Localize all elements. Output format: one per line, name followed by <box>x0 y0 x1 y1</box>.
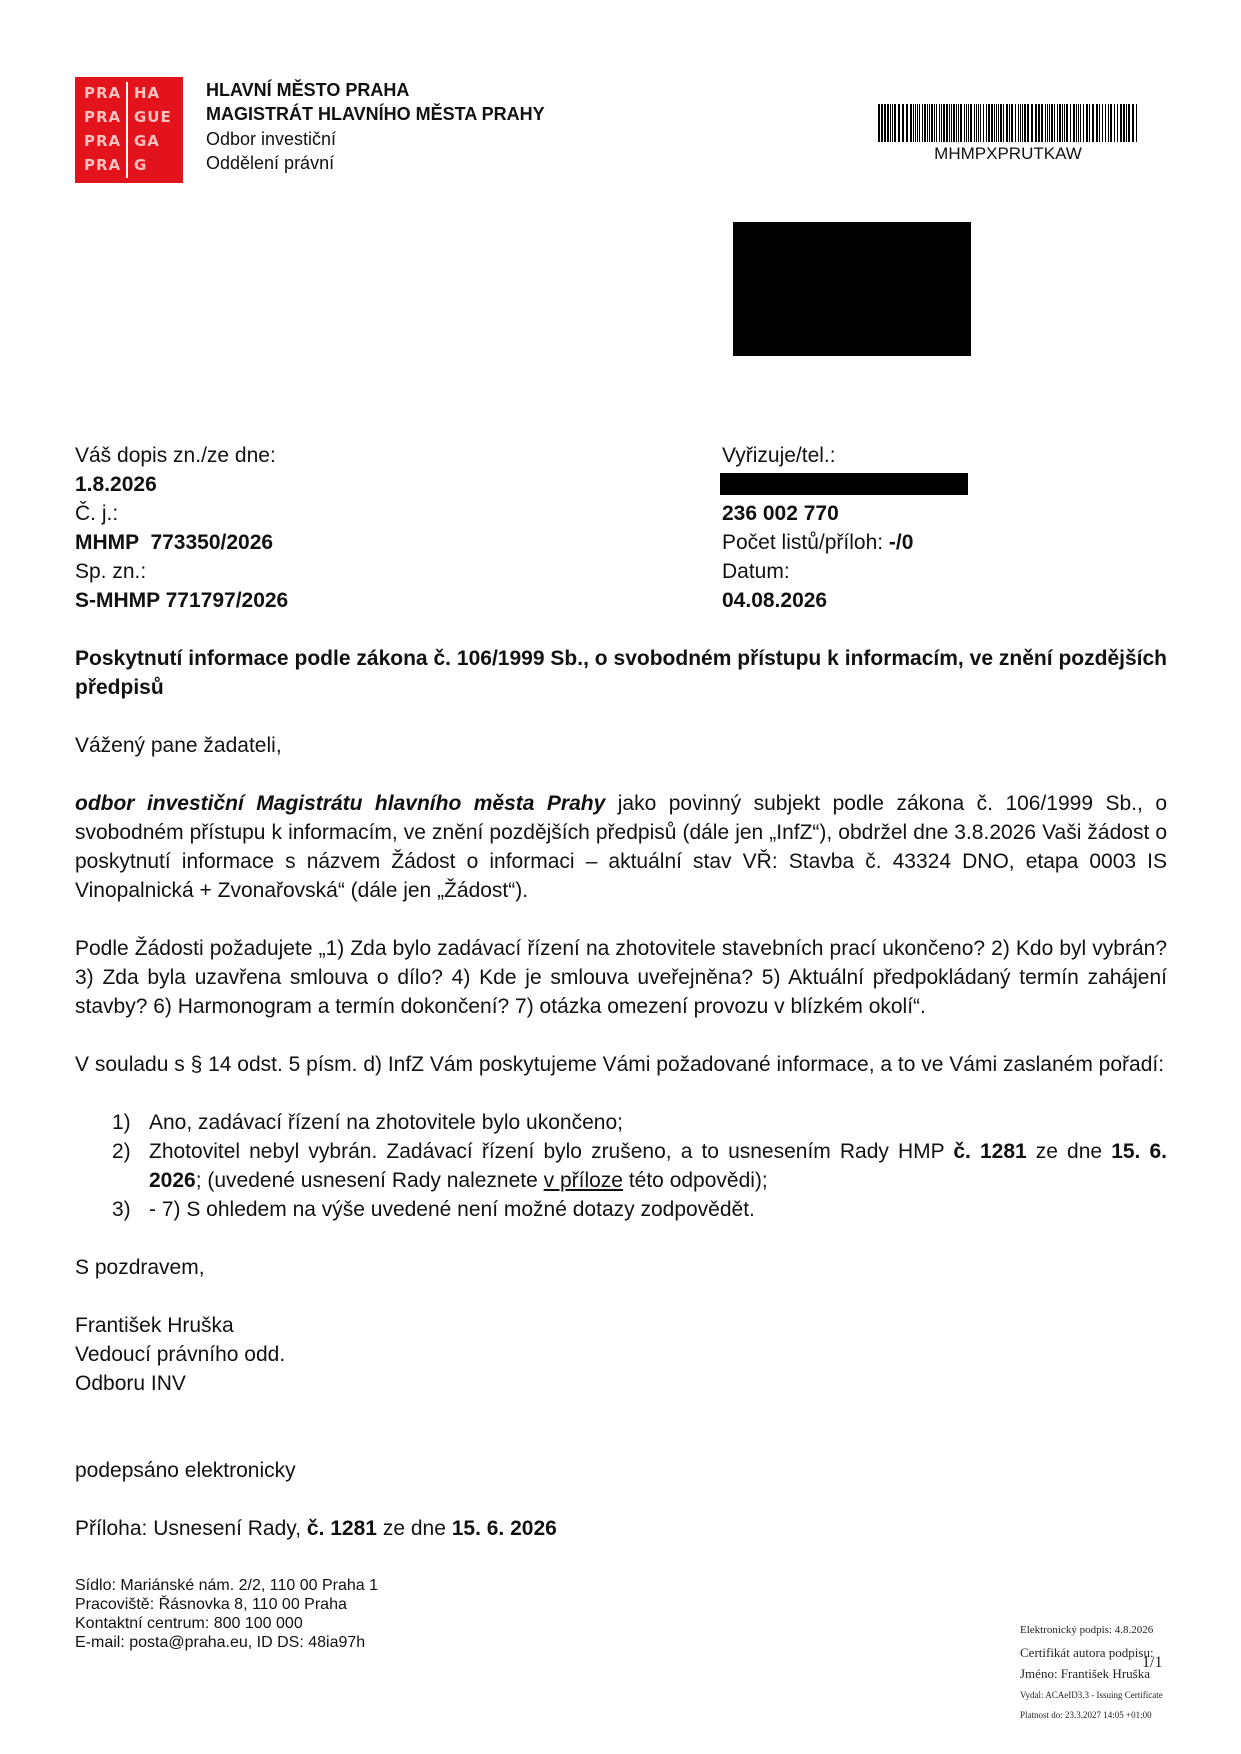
barcode-bar <box>998 104 999 142</box>
footer-email: E-mail: posta@praha.eu, ID DS: 48ia97h <box>75 1634 366 1651</box>
barcode-bar <box>943 104 945 142</box>
barcode-bar <box>1015 104 1016 142</box>
barcode-bar <box>1047 104 1048 142</box>
attachment-date: 15. 6. 2026 <box>451 1517 557 1540</box>
praha-logo <box>75 77 183 183</box>
signer-role: Vedoucí právního odd. <box>75 1343 286 1366</box>
attachment-label: Příloha: Usnesení Rady, <box>75 1517 307 1540</box>
logo-separator <box>126 106 128 130</box>
barcode-bar <box>1114 104 1115 142</box>
subject: Poskytnutí informace podle zákona č. 106/1999 Sb., o svobodném přístupu k informacím, ve znění pozdějších předpisů <box>75 647 1167 699</box>
header-magistrate: MAGISTRÁT HLAVNÍHO MĚSTA PRAHY <box>206 104 545 124</box>
barcode-bar <box>1099 104 1100 142</box>
paragraph-request: Podle Žádosti požadujete „1) Zda bylo zadávací řízení na zhotovitele stavebních prací ukončeno? 2) Kdo byl vybrán? 3) Zda byla uzavřena smlouva o dílo? 4) Kde je smlouva uveřejněna? 5) Aktuální předpokládaný termín zahájení stavby? 6) Harmonogram a termín dokončení? 7) otázka omezení provozu v blízkém okolí“. <box>75 937 1167 1018</box>
barcode-bar <box>1035 104 1037 142</box>
your-letter-label: Váš dopis zn./ze dne: <box>75 444 276 467</box>
signature-date: Elektronický podpis: 4.8.2026 <box>1020 1624 1154 1636</box>
barcode-bar <box>980 104 981 142</box>
footer-address: Sídlo: Mariánské nám. 2/2, 110 00 Praha 1 <box>75 1577 378 1594</box>
signature-name: Jméno: František Hruška <box>1020 1666 1150 1681</box>
barcode-bar <box>878 104 880 142</box>
barcode-bar <box>949 104 950 142</box>
list-item-text: této odpovědi); <box>623 1169 768 1192</box>
barcode-bar <box>964 104 965 142</box>
logo-text: PRA <box>84 132 122 150</box>
barcode-bar <box>1117 104 1118 142</box>
attachment-number: č. 1281 <box>306 1517 377 1540</box>
barcode-bar <box>1009 104 1010 142</box>
barcode-bar <box>936 104 937 142</box>
barcode-bar <box>929 104 930 142</box>
barcode-bar <box>1076 104 1077 142</box>
list-item: Ano, zadávací řízení na zhotovitele bylo ukončeno; <box>149 1111 623 1134</box>
barcode-bar <box>1110 104 1112 142</box>
list-item: - 7) S ohledem na výše uvedené není možné dotazy zodpovědět. <box>149 1198 755 1221</box>
barcode-bar <box>917 104 918 142</box>
sheets-label: Počet listů/příloh: <box>722 531 889 554</box>
barcode-bar <box>968 104 969 142</box>
barcode <box>878 104 1138 142</box>
barcode-bar <box>922 104 923 142</box>
barcode-bar <box>958 104 959 142</box>
header-department: Odbor investiční <box>206 129 337 149</box>
barcode-bar <box>887 104 889 142</box>
barcode-bar <box>1086 104 1088 142</box>
barcode-bar <box>978 104 979 142</box>
barcode-bar <box>1123 104 1125 142</box>
barcode-bar <box>1020 104 1021 142</box>
barcode-bar <box>1038 104 1040 142</box>
list-item-text: Zhotovitel nebyl vybrán. Zadávací řízení bylo zrušeno, a to usnesením Rady HMP <box>149 1140 954 1163</box>
barcode-bar <box>1070 104 1071 142</box>
barcode-bar <box>894 104 896 142</box>
barcode-bar <box>1024 104 1026 142</box>
footer-workplace: Pracoviště: Řásnovka 8, 110 00 Praha <box>75 1596 347 1613</box>
signer-name: František Hruška <box>75 1314 234 1337</box>
signer-department: Odboru INV <box>75 1372 186 1395</box>
barcode-bar <box>1108 104 1109 142</box>
barcode-bar <box>974 104 975 142</box>
barcode-bar <box>1092 104 1094 142</box>
barcode-bar <box>956 104 957 142</box>
barcode-bar <box>1128 104 1130 142</box>
barcode-bar <box>1006 104 1008 142</box>
barcode-bar <box>976 104 977 142</box>
barcode-bar <box>934 104 935 142</box>
barcode-bar <box>991 104 993 142</box>
barcode-bar <box>966 104 967 142</box>
barcode-bar <box>1080 104 1081 142</box>
barcode-bar <box>881 104 883 142</box>
barcode-bar <box>988 104 990 142</box>
barcode-bar <box>1120 104 1122 142</box>
logo-separator <box>126 82 128 106</box>
logo-text: G <box>134 156 148 174</box>
barcode-bar <box>970 104 972 142</box>
logo-text: HA <box>134 84 161 102</box>
list-item-text: ; (uvedené usnesení Rady naleznete <box>195 1169 544 1192</box>
barcode-bar <box>890 104 891 142</box>
phone-value: 236 002 770 <box>722 502 839 525</box>
barcode-bar <box>1136 104 1137 142</box>
footer-contact: Kontaktní centrum: 800 100 000 <box>75 1615 303 1632</box>
header-section: Oddělení právní <box>206 153 335 173</box>
paragraph-intro <box>75 789 1167 905</box>
barcode-bar <box>913 104 914 142</box>
logo-text: PRA <box>84 108 122 126</box>
barcode-bar <box>939 104 940 142</box>
department-name: odbor investiční Magistrátu hlavního města Prahy <box>75 792 606 815</box>
barcode-bar <box>994 104 995 142</box>
list-number: 1) <box>112 1111 131 1134</box>
signature-issuer: Vydal: ACAeID3.3 - Issuing Certificate <box>1020 1690 1163 1700</box>
barcode-bar <box>941 104 942 142</box>
barcode-bar <box>1105 104 1106 142</box>
barcode-code: MHMPXPRUTKAW <box>934 144 1082 163</box>
file-value: S-MHMP 771797/2026 <box>75 589 289 612</box>
barcode-bar <box>1000 104 1002 142</box>
barcode-bar <box>1051 104 1053 142</box>
closing: S pozdravem, <box>75 1256 205 1279</box>
logo-separator <box>126 154 128 178</box>
barcode-bar <box>1096 104 1098 142</box>
reference-label: Č. j.: <box>75 502 119 525</box>
barcode-bar <box>1003 104 1004 142</box>
barcode-bar <box>906 104 908 142</box>
barcode-bar <box>1054 104 1055 142</box>
logo-text: GUE <box>134 108 172 126</box>
list-number: 3) <box>112 1198 131 1221</box>
barcode-bar <box>898 104 900 142</box>
logo-text: PRA <box>84 84 122 102</box>
intro-text: jako povinný subjekt podle zákona č. 106/1999 Sb., o svobodném přístupu k informacím, ve znění pozdějších předpisů (dále jen „InfZ“), obdržel dne 3.8.2026 Vaši žádost o poskytnutí informace s názvem Žádost o informaci – aktuální stav VŘ: Stavba č. 43324 DNO, etapa 0003 IS Vinopalnická + Zvonařovská“ (dále jen „Žádost“). <box>75 792 1167 902</box>
signature-validity: Platnost do: 23.3.2027 14:05 +01:00 <box>1020 1710 1152 1720</box>
barcode-bar <box>1078 104 1079 142</box>
your-letter-value: 1.8.2026 <box>75 473 157 496</box>
barcode-bar <box>1045 104 1046 142</box>
barcode-bar <box>996 104 997 142</box>
barcode-bar <box>915 104 916 142</box>
barcode-bar <box>946 104 948 142</box>
logo-text: GA <box>134 132 160 150</box>
signature-cert-label: Certifikát autora podpisu: <box>1020 1645 1154 1660</box>
salutation: Vážený pane žadateli, <box>75 734 282 757</box>
barcode-bar <box>986 104 987 142</box>
barcode-bar <box>953 104 955 142</box>
barcode-bar <box>1027 104 1029 142</box>
attachment-text: ze dne <box>376 1517 452 1540</box>
list-item-text: ze dne <box>1026 1140 1112 1163</box>
attachment-line <box>75 1514 1167 1543</box>
list-item <box>149 1137 1167 1195</box>
barcode-bar <box>1073 104 1075 142</box>
redacted-handler <box>720 473 968 495</box>
file-label: Sp. zn.: <box>75 560 147 583</box>
barcode-bar <box>1083 104 1084 142</box>
barcode-bar <box>1049 104 1050 142</box>
barcode-bar <box>1066 104 1068 142</box>
list-number: 2) <box>112 1140 131 1163</box>
handler-label: Vyřizuje/tel.: <box>722 444 836 467</box>
sheets-line <box>722 528 913 557</box>
barcode-bar <box>1102 104 1103 142</box>
barcode-bar <box>910 104 912 142</box>
barcode-bar <box>1018 104 1019 142</box>
resolution-number: č. 1281 <box>953 1140 1027 1163</box>
barcode-bar <box>1041 104 1043 142</box>
barcode-bar <box>892 104 893 142</box>
resolution-date: 15. 6. 2026 <box>149 1140 1167 1192</box>
barcode-bar <box>884 104 886 142</box>
barcode-bar <box>1089 104 1090 142</box>
date-value: 04.08.2026 <box>722 589 828 612</box>
barcode-bar <box>951 104 952 142</box>
barcode-bar <box>1064 104 1065 142</box>
barcode-bar <box>902 104 904 142</box>
barcode-bar <box>931 104 933 142</box>
barcode-bar <box>1062 104 1063 142</box>
logo-text: PRA <box>84 156 122 174</box>
attachment-reference: v příloze <box>543 1169 623 1192</box>
barcode-bar <box>919 104 920 142</box>
barcode-bar <box>927 104 928 142</box>
header-city: HLAVNÍ MĚSTO PRAHA <box>206 80 410 100</box>
barcode-bar <box>960 104 962 142</box>
reference-value: MHMP 773350/2026 <box>75 531 274 554</box>
paragraph-response: V souladu s § 14 odst. 5 písm. d) InfZ Vám poskytujeme Vámi požadované informace, a to ve Vámi zaslaném pořadí: <box>75 1053 1165 1076</box>
redacted-address <box>733 222 971 356</box>
signed-electronically: podepsáno elektronicky <box>75 1459 296 1482</box>
page-number: 1/1 <box>1142 1654 1163 1671</box>
barcode-bar <box>1031 104 1033 142</box>
barcode-bar <box>1126 104 1127 142</box>
barcode-bar <box>1059 104 1061 142</box>
barcode-bar <box>983 104 984 142</box>
barcode-bar <box>1057 104 1058 142</box>
barcode-bar <box>924 104 926 142</box>
logo-separator <box>126 130 128 154</box>
date-label: Datum: <box>722 560 790 583</box>
barcode-bar <box>1022 104 1023 142</box>
sheets-value: -/0 <box>888 531 914 554</box>
barcode-bar <box>1132 104 1134 142</box>
barcode-bar <box>1011 104 1013 142</box>
